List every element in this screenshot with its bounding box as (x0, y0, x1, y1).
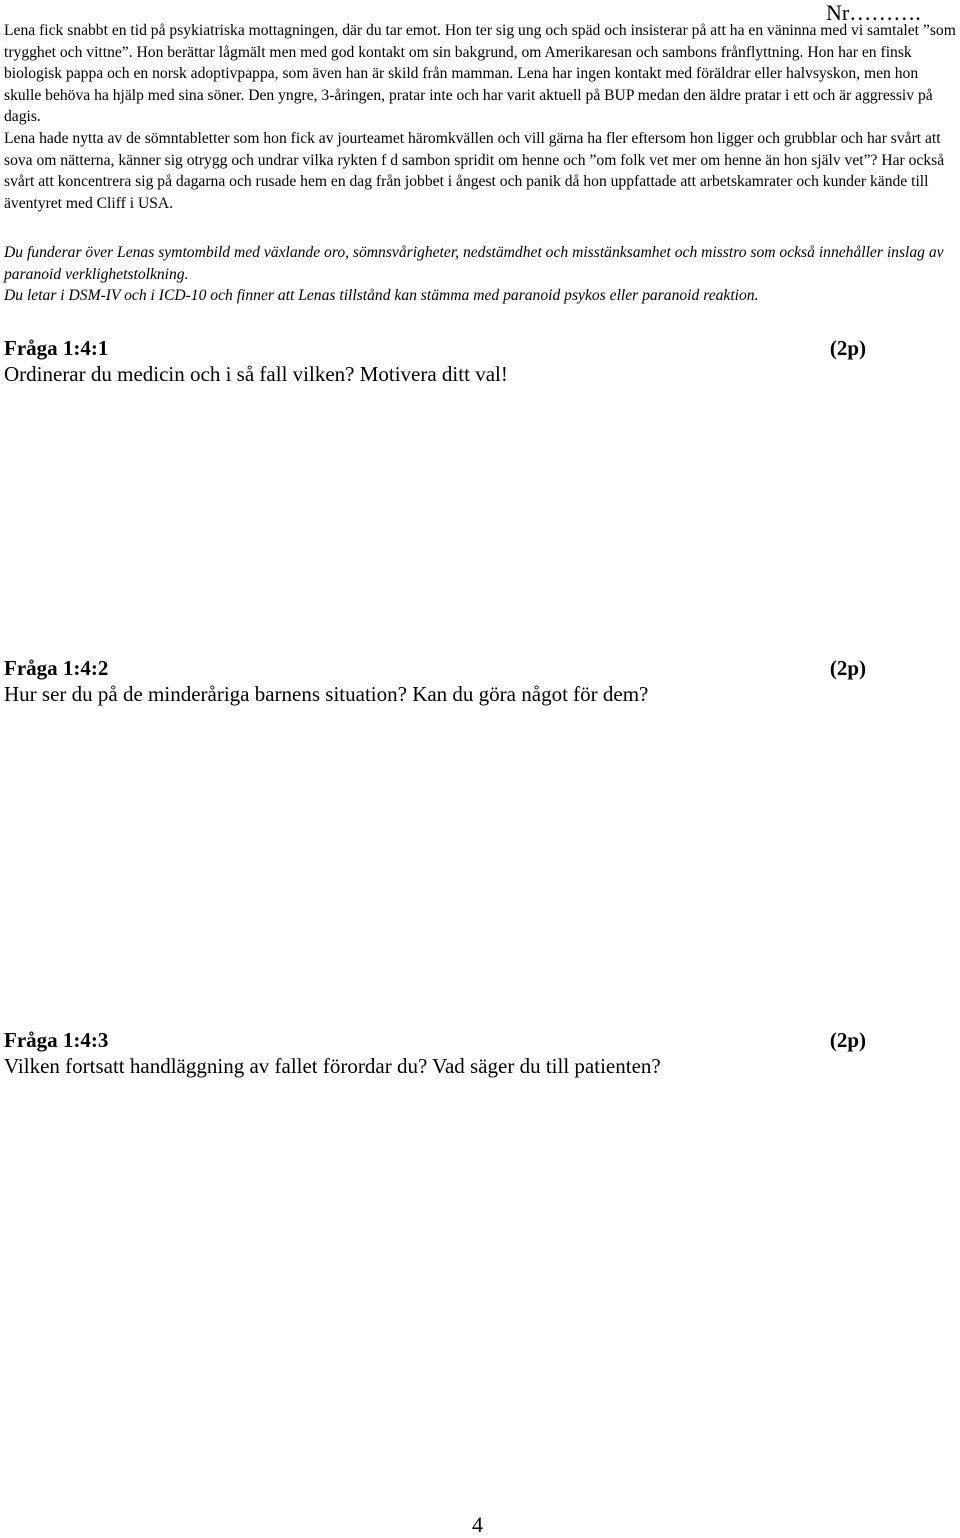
question-2-text: Hur ser du på de minderåriga barnens situation? Kan du göra något för dem? (4, 682, 649, 706)
reflection-paragraph-1: Du funderar över Lenas symtombild med växlande oro, sömnsvårigheter, nedstämdhet och misstänksamhet och misstro som också innehåller inslag av paranoid verklighetstolkning. (4, 244, 944, 283)
question-3-title: Fråga 1:4:3 (4, 1028, 109, 1052)
question-2-header (4, 655, 866, 681)
question-1 (4, 335, 866, 387)
case-description (4, 20, 956, 214)
question-2-title: Fråga 1:4:2 (4, 656, 109, 680)
case-reflection (4, 242, 956, 307)
reflection-paragraph-2: Du letar i DSM-IV och i ICD-10 och finner att Lenas tillstånd kan stämma med paranoid psykos eller paranoid reaktion. (4, 287, 759, 305)
question-3-text: Vilken fortsatt handläggning av fallet förordar du? Vad säger du till patienten? (4, 1054, 661, 1078)
question-3 (4, 1027, 866, 1079)
question-1-points: (2p) (829, 336, 866, 360)
question-1-header (4, 335, 866, 361)
question-2 (4, 655, 866, 707)
number-field-label: Nr………. (826, 0, 921, 25)
case-paragraph-2: Lena hade nytta av de sömntabletter som hon fick av jourteamet häromkvällen och vill gärna ha fler eftersom hon ligger och grubblar och har svårt att sova om nätterna, känner sig otrygg och undrar vilka rykten f d sambon spridit om henne och ”om folk vet mer om henne än hon själv vet”? Har också svårt att koncentrera sig på dagarna och rusade hem en dag från jobbet i ångest och panik då hon uppfattade att arbetskamrater och kunder kände till äventyret med Cliff i USA. (4, 129, 945, 212)
case-paragraph-1: Lena fick snabbt en tid på psykiatriska mottagningen, där du tar emot. Hon ter sig ung och späd och insisterar på att ha en väninna med vi samtalet ”som trygghet och vittne”. Hon berättar lågmält men med god kontakt om sin bakgrund, om Amerikaresan och sambons frånflyttning. Hon har en finsk biologisk pappa och en norsk adoptivpappa, som även han är skild från mamman. Lena har ingen kontakt med föräldrar eller halvsyskon, men hon skulle behöva ha hjälp med sina söner. Den yngre, 3-åringen, pratar inte och har varit aktuell på BUP medan den äldre pratar i ett och är aggressiv på dagis. (4, 22, 956, 126)
question-3-points: (2p) (829, 1028, 866, 1052)
question-1-text: Ordinerar du medicin och i så fall vilken? Motivera ditt val! (4, 362, 508, 386)
page-number: 4 (472, 1512, 483, 1537)
question-1-title: Fråga 1:4:1 (4, 336, 109, 360)
question-3-header (4, 1027, 866, 1053)
question-2-points: (2p) (829, 656, 866, 680)
